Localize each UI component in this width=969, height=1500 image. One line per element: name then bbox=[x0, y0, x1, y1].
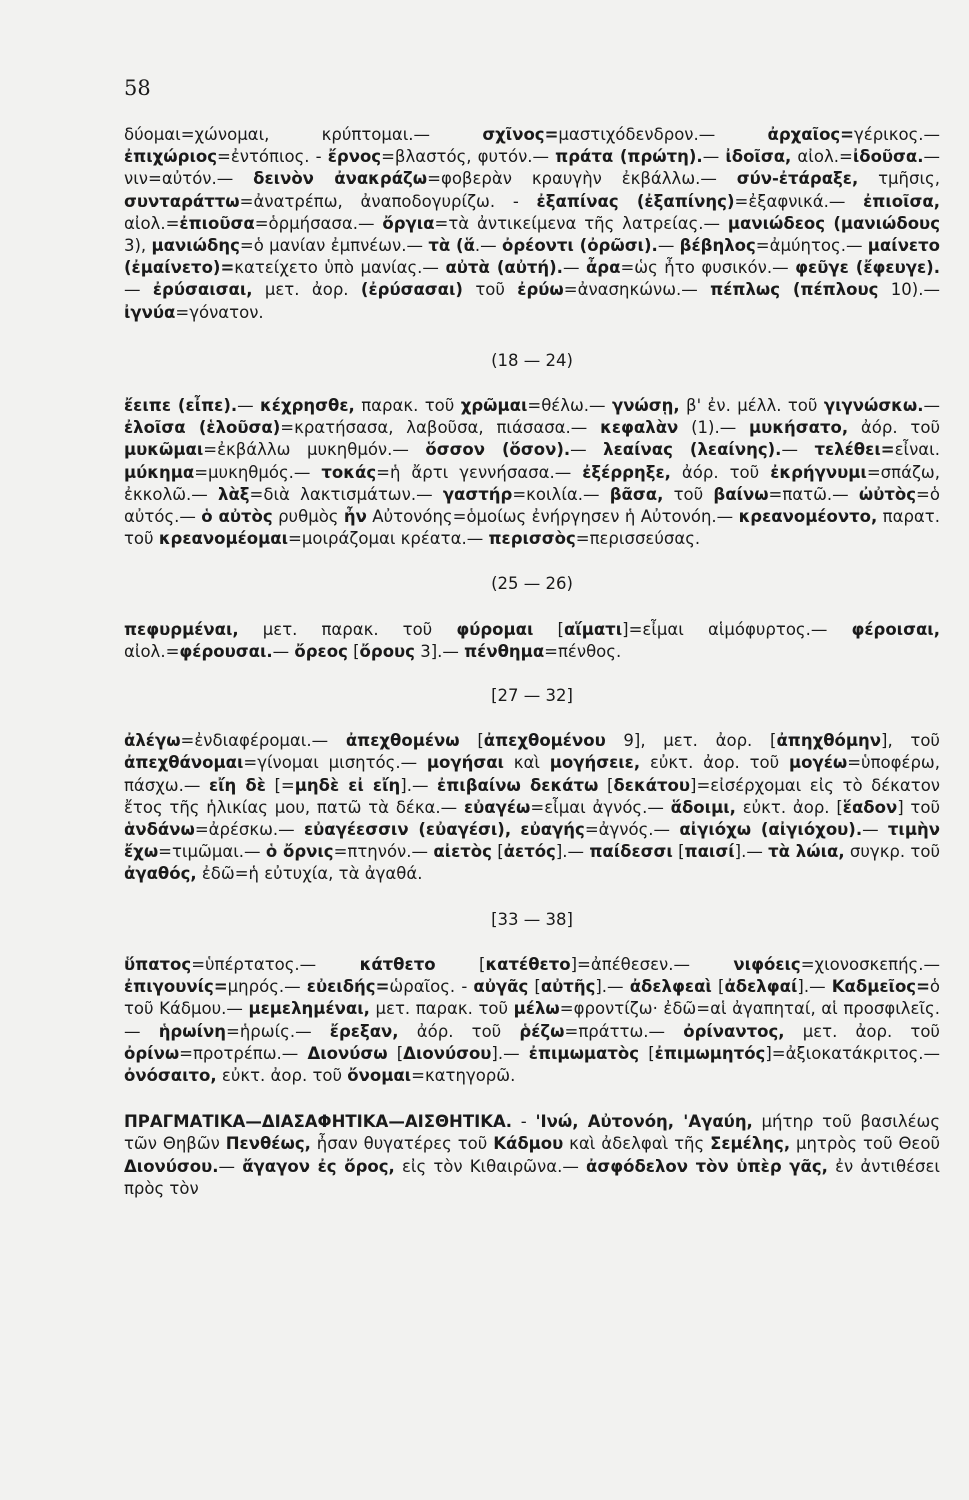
lemma-term: ἀσφόδελον τὸν ὑπὲρ γᾶς, bbox=[586, 1156, 828, 1176]
lemma-term: φεῦγε (ἔφευγε). bbox=[795, 258, 940, 278]
lemma-term: ἐπιμωμητός bbox=[654, 1043, 766, 1063]
lemma-term: νιφόεις bbox=[733, 954, 801, 974]
lemma-term: μεμελημέναι, bbox=[248, 999, 370, 1019]
gloss-text: Αὐτονόης=ὁμοίως ἐνήργησεν ἡ Αὐτονόη.— bbox=[366, 507, 739, 527]
lemma-term: ἐρύσαισαι, bbox=[152, 280, 253, 300]
lemma-term: εὐαγέεσσιν (εὐαγέσι), bbox=[303, 820, 512, 840]
gloss-text: =πατῶ.— bbox=[768, 484, 859, 504]
lemma-term: ἀπεχθάνομαι bbox=[124, 753, 244, 773]
gloss-text: =πράττω.— bbox=[564, 1021, 684, 1041]
gloss-text: - bbox=[512, 1112, 536, 1132]
lemma-term: παίδεσσι bbox=[589, 842, 673, 862]
gloss-text: =φοβερὰν κραυγὴν ἐκβάλλω.— bbox=[427, 169, 737, 189]
gloss-text: αἰολ.= bbox=[124, 641, 180, 661]
lemma-term: ἀγαθός, bbox=[124, 864, 197, 884]
lemma-term: γνώσῃ, bbox=[611, 396, 680, 416]
gloss-text: μαστιχόδενδρον.— bbox=[558, 125, 768, 144]
gloss-text: =ἐξαφνικά.— bbox=[734, 191, 864, 211]
gloss-text: =εἶμαι ἀγνός.— bbox=[530, 797, 671, 817]
lemma-term: μογέω bbox=[788, 753, 848, 773]
lemma-term: λεαίνας (λεαίνης). bbox=[603, 440, 782, 460]
gloss-text: τμῆσις, bbox=[858, 169, 940, 189]
lemma-term: Κάδμου bbox=[493, 1134, 564, 1154]
lemma-term: ἀδελφεαὶ bbox=[629, 977, 712, 997]
lemma-term: σύν-ἐτάραξε, bbox=[736, 169, 859, 189]
gloss-text: — bbox=[702, 147, 726, 167]
lemma-term: ἐλοῖσα (ἑλοῦσα) bbox=[124, 418, 281, 438]
lemma-term: ὠὐτὸς bbox=[858, 484, 917, 504]
lemma-term: βᾶσα, bbox=[609, 484, 664, 504]
gloss-text: — bbox=[272, 641, 295, 661]
lemma-term: Σεμέλης, bbox=[710, 1134, 791, 1154]
lemma-term: ὀρέοντι (ὀρῶσι). bbox=[501, 236, 658, 256]
lemma-term: γιγνώσκω. bbox=[823, 396, 924, 416]
lemma-term: κρεανομέομαι bbox=[158, 529, 289, 549]
gloss-text: =διὰ λακτισμάτων.— bbox=[249, 484, 443, 504]
gloss-text: ].— bbox=[797, 977, 832, 997]
lemma-term: αὐτὰ (αὐτή). bbox=[445, 258, 563, 278]
gloss-text: =γίνομαι μισητός.— bbox=[243, 753, 427, 773]
gloss-text: =περισσεύσας. bbox=[575, 529, 701, 549]
gloss-text: καὶ ἀδελφαὶ τῆς bbox=[563, 1134, 711, 1154]
lemma-term: ὕπατος bbox=[124, 954, 192, 974]
lemma-term: ἐπιοῦσα bbox=[179, 213, 255, 233]
lemma-term: ἅδοιμι, bbox=[670, 797, 736, 817]
gloss-text: εὐκτ. ἀορ. τοῦ bbox=[216, 1065, 348, 1085]
gloss-text: =χώνομαι, κρύπτομαι.— bbox=[180, 125, 483, 144]
lemma-term: ἦν bbox=[343, 507, 367, 527]
gloss-text: ἐν ἀντιθέσει πρὸς τὸν bbox=[124, 1156, 941, 1198]
gloss-text: =πτηνόν.— bbox=[333, 842, 434, 862]
lemma-term: ῥέζω bbox=[519, 1021, 565, 1041]
lemma-term: ἀδελφαί bbox=[724, 977, 798, 997]
lemma-term: Διονύσου bbox=[403, 1043, 492, 1063]
gloss-text: =ἡ ἄρτι γεννήσασα.— bbox=[376, 462, 583, 482]
paragraph-33-38 bbox=[124, 954, 940, 1087]
gloss-text: =ὁρμήσασα.— bbox=[254, 213, 383, 233]
lemma-term: ἐπιμωματὸς bbox=[528, 1043, 640, 1063]
lemma-term: ἐπιβαίνω δεκάτω bbox=[437, 775, 599, 795]
lemma-term: ἐξαπίνας (ἐξαπίνης) bbox=[536, 191, 735, 211]
gloss-text: 9], μετ. ἀορ. [ bbox=[605, 731, 777, 751]
gloss-text: =ἀρέσκω.— bbox=[194, 820, 304, 840]
gloss-text: =ὑποφέρω, πάσχω.— bbox=[124, 753, 940, 795]
gloss-text: ], τοῦ bbox=[881, 731, 940, 751]
gloss-text: ὡραῖος. - bbox=[389, 977, 474, 997]
gloss-text: — bbox=[781, 440, 815, 460]
lemma-term: αἵματι bbox=[563, 619, 623, 639]
lemma-term: ἡρωίνη bbox=[158, 1021, 227, 1041]
gloss-text: τοῦ bbox=[462, 280, 518, 300]
gloss-text: [ bbox=[639, 1043, 655, 1063]
gloss-text: .— bbox=[474, 236, 502, 256]
gloss-text: δύομαι bbox=[124, 125, 181, 144]
gloss-text: β' ἐν. μέλλ. τοῦ bbox=[679, 396, 824, 416]
lemma-term: ἰγνύα bbox=[124, 302, 176, 322]
lemma-term: ἀπηχθόμην bbox=[776, 731, 882, 751]
lemma-term: ἀπεχθομένου bbox=[483, 731, 606, 751]
gloss-text: ]=ἀξιοκατάκριτος.— bbox=[765, 1043, 940, 1063]
lemma-term: μηδὲ εἰ εἴη bbox=[294, 775, 401, 795]
lemma-term: Διονύσου. bbox=[124, 1156, 219, 1176]
lemma-term: βέβηλος bbox=[679, 236, 756, 256]
gloss-text: =προτρέπω.— bbox=[179, 1043, 308, 1063]
lemma-term: Καδμεῖος= bbox=[831, 977, 930, 997]
gloss-text: [ bbox=[347, 641, 360, 661]
paragraph-intro bbox=[124, 124, 940, 324]
lemma-term: χρῶμαι bbox=[460, 396, 528, 416]
lemma-term: αὐγᾶς bbox=[473, 977, 529, 997]
gloss-text: =σπάζω, ἐκκολῶ.— bbox=[124, 462, 940, 504]
lemma-term: ἀρχαῖος= bbox=[767, 125, 855, 144]
gloss-text: 3), bbox=[124, 236, 152, 256]
lemma-term: ἰδοῦσα. bbox=[852, 147, 924, 167]
lemma-term: δεκάτου bbox=[613, 775, 691, 795]
gloss-text: =χιονοσκεπής.— bbox=[800, 954, 940, 974]
gloss-text: ]=εἶμαι αἱμόφυρτος.— bbox=[622, 619, 852, 639]
lemma-term: κρεανομέοντο, bbox=[738, 507, 878, 527]
gloss-text: [ bbox=[533, 619, 564, 639]
lemma-term: αἰγιόχω (αἰγιόχου). bbox=[679, 820, 863, 840]
lemma-term: τὰ (ἅ bbox=[428, 236, 475, 256]
lemma-term: ὄνομαι bbox=[347, 1065, 412, 1085]
gloss-text: =ἐνδιαφέρομαι.— bbox=[180, 731, 346, 751]
gloss-text: =ὁ αὐτός.— bbox=[124, 484, 940, 527]
gloss-text: =ὑπέρτατος.— bbox=[191, 954, 360, 974]
lemma-term: περισσὸς bbox=[488, 529, 576, 549]
lemma-term: ἀπεχθομένω bbox=[345, 731, 460, 751]
gloss-text: ]=ἀπέθεσεν.— bbox=[570, 954, 734, 974]
gloss-text: ] τοῦ bbox=[897, 797, 940, 817]
paragraph-25-26 bbox=[124, 619, 940, 663]
gloss-text: ].— bbox=[734, 842, 769, 862]
lemma-term: βαίνω bbox=[713, 484, 769, 504]
lemma-term: κέχρησθε, bbox=[260, 396, 355, 416]
gloss-text: ]=εἰσέρχομαι εἰς τὸ δέκατον ἔτος τῆς ἡλικίας μου, πατῶ τὰ δέκα.— bbox=[124, 775, 941, 817]
lemma-term: μέλω bbox=[513, 999, 560, 1019]
lemma-term: μογήσειε, bbox=[549, 753, 641, 773]
gloss-text: 10).— bbox=[878, 280, 940, 300]
gloss-text: 3].— bbox=[414, 641, 465, 661]
lemma-term: μύκημα bbox=[124, 462, 195, 482]
gloss-text: [ bbox=[459, 731, 484, 751]
lemma-term: εὐαγέω bbox=[463, 797, 531, 817]
gloss-text: =ἀμύητος.— bbox=[755, 236, 868, 256]
gloss-text bbox=[511, 820, 520, 839]
gloss-text: [ bbox=[672, 842, 685, 862]
gloss-text: τοῦ bbox=[663, 484, 714, 504]
lemma-term: ὄργια bbox=[382, 213, 435, 233]
gloss-text: — bbox=[570, 440, 604, 460]
lemma-term: φύρομαι bbox=[456, 619, 534, 639]
gloss-text: ].— bbox=[400, 775, 438, 795]
lemma-term: πράτα (πρώτη). bbox=[555, 147, 703, 167]
paragraph-27-32 bbox=[124, 730, 940, 885]
lemma-term: φέροισαι, bbox=[851, 619, 940, 639]
gloss-text: =μυκηθμός.— bbox=[194, 462, 322, 482]
lemma-term: γαστήρ bbox=[442, 484, 513, 504]
lemma-term: ἰδοῖσα, bbox=[725, 147, 792, 167]
gloss-text: παρακ. τοῦ bbox=[354, 396, 461, 416]
lemma-term: ἔρνος bbox=[327, 147, 382, 167]
section-heading-18-24: (18 — 24) bbox=[491, 350, 573, 370]
glossary-body bbox=[124, 124, 940, 1200]
gloss-text: =κατηγορῶ. bbox=[411, 1065, 516, 1085]
gloss-text: =κοιλία.— bbox=[512, 484, 610, 504]
lemma-term: πέπλως (πέπλους bbox=[710, 280, 879, 300]
lemma-term: φέρουσαι. bbox=[179, 641, 273, 661]
gloss-text: εὐκτ. ἀορ. τοῦ bbox=[640, 753, 789, 773]
paragraph-18-24 bbox=[124, 395, 940, 550]
lemma-term: Διονύσω bbox=[307, 1043, 388, 1063]
gloss-text: εὐκτ. ἀορ. [ bbox=[735, 797, 843, 817]
gloss-text: =θέλω.— bbox=[527, 396, 612, 416]
lemma-term: εἴη δὲ bbox=[208, 775, 266, 795]
lemma-term: δεινὸν ἀνακράζω bbox=[253, 169, 428, 189]
gloss-text: ].— bbox=[555, 842, 590, 862]
lemma-term: 'Ινώ, Αὐτονόη, 'Αγαύη, bbox=[535, 1112, 753, 1132]
lemma-term: ἔρεξαν, bbox=[329, 1021, 399, 1041]
gloss-text: =μοιράζομαι κρέατα.— bbox=[288, 529, 489, 549]
gloss-text: γέρικος.— bbox=[854, 125, 941, 144]
gloss-text: ].— bbox=[595, 977, 630, 997]
lemma-term: μογήσαι bbox=[426, 753, 504, 773]
gloss-text: — bbox=[562, 258, 586, 278]
lemma-term: μανιώδεος (μανιώδους bbox=[727, 213, 940, 233]
lemma-term: ἄγαγον ἐς ὄρος, bbox=[242, 1156, 395, 1176]
gloss-text: [ bbox=[528, 977, 541, 997]
gloss-text: μηρός.— bbox=[227, 977, 307, 997]
lemma-term: ἀετός bbox=[503, 842, 556, 862]
lemma-term: ἔχω bbox=[124, 842, 159, 862]
gloss-text: εἰς τὸν Κιθαιρῶνα.— bbox=[394, 1156, 587, 1176]
lemma-term: αἰετὸς bbox=[433, 842, 492, 862]
gloss-text: — bbox=[657, 236, 680, 256]
gloss-text: =ἀνασηκώνω.— bbox=[563, 280, 711, 300]
section-heading-27-32: [27 — 32] bbox=[491, 686, 573, 706]
lemma-term: ὁ αὐτὸς bbox=[201, 507, 273, 527]
lemma-term: ὀρίναντος, bbox=[683, 1021, 785, 1041]
gloss-text: — bbox=[218, 1156, 243, 1176]
gloss-text: [ bbox=[387, 1043, 404, 1063]
section-heading-33-38: [33 — 38] bbox=[491, 909, 573, 929]
gloss-text: =ὁ μανίαν ἐμπνέων.— bbox=[239, 236, 429, 256]
gloss-text: ἀόρ. τοῦ bbox=[848, 418, 940, 438]
gloss-text: αἰολ.= bbox=[791, 147, 853, 167]
gloss-text: μετ. ἀορ. τοῦ bbox=[784, 1021, 940, 1041]
lemma-term: ἐξέρρηξε, bbox=[582, 462, 671, 482]
gloss-text: =ἡρωίς.— bbox=[226, 1021, 330, 1041]
lemma-term: ἁνδάνω bbox=[124, 820, 195, 840]
gloss-text: ἦσαν θυγατέρες τοῦ bbox=[310, 1134, 494, 1154]
gloss-text: =γόνατον. bbox=[175, 302, 264, 322]
gloss-text: — νιν=αὐτόν.— bbox=[124, 147, 941, 189]
gloss-text: =τὰ ἀντικείμενα τῆς λατρείας.— bbox=[434, 213, 728, 233]
lemma-term: ἐρύω bbox=[517, 280, 564, 300]
gloss-text: [ bbox=[598, 775, 614, 795]
lemma-term: ὁ ὄρνις bbox=[265, 842, 334, 862]
lemma-term: μανιώδης bbox=[151, 236, 240, 256]
gloss-text: ἐδῶ=ἡ εὐτυχία, τὰ ἀγαθά. bbox=[196, 864, 423, 884]
lemma-term: πεφυρμέναι, bbox=[124, 619, 239, 639]
lemma-term: τὰ λώια, bbox=[768, 842, 845, 862]
lemma-term: σχῖνος= bbox=[482, 125, 559, 144]
gloss-text: =ἐντόπιος. - bbox=[217, 147, 328, 167]
gloss-text: κατείχετο ὑπὸ μανίας.— bbox=[234, 258, 446, 278]
gloss-text: καὶ bbox=[503, 753, 550, 773]
lemma-term: συνταράττω bbox=[124, 191, 240, 211]
lemma-term: (ἐρύσασαι) bbox=[360, 280, 463, 300]
lemma-term: μυκῶμαι bbox=[124, 440, 204, 460]
gloss-text: =βλαστός, φυτόν.— bbox=[381, 147, 556, 167]
gloss-text: μήτηρ τοῦ βασιλέως τῶν Θηβῶν bbox=[124, 1112, 940, 1154]
lemma-term: τιμὴν bbox=[887, 820, 940, 840]
lemma-term: ὀρίνω bbox=[124, 1043, 180, 1063]
gloss-text: συγκρ. τοῦ bbox=[844, 842, 941, 862]
lemma-term: μυκήσατο, bbox=[749, 418, 849, 438]
gloss-text: μετ. ἀορ. bbox=[252, 280, 361, 300]
lemma-term: ὀνόσαιτο, bbox=[124, 1065, 217, 1085]
lemma-term: λὰξ bbox=[218, 484, 250, 504]
lemma-term: ἆρα bbox=[585, 258, 621, 278]
gloss-text: μετ. παρακ. τοῦ bbox=[238, 619, 457, 639]
lemma-term: ἔειπε (εἶπε). bbox=[124, 396, 238, 416]
lemma-term: ἕαδον bbox=[842, 797, 898, 817]
gloss-text: =ἐκβάλλω μυκηθμόν.— bbox=[203, 440, 426, 460]
gloss-text: ἀόρ. τοῦ bbox=[398, 1021, 520, 1041]
gloss-text: [ bbox=[711, 977, 725, 997]
lemma-term: μαίνετο (ἐμαίνετο)= bbox=[124, 236, 940, 278]
lemma-term: ὄρεος bbox=[294, 641, 348, 661]
lemma-term: εὐειδής= bbox=[306, 977, 390, 997]
gloss-text: [ bbox=[491, 842, 504, 862]
gloss-text: (1).— bbox=[678, 418, 750, 438]
gloss-text: ἀόρ. τοῦ bbox=[670, 462, 771, 482]
lemma-term: ἀλέγω bbox=[124, 731, 181, 751]
gloss-text: παρατ. τοῦ bbox=[124, 507, 940, 549]
gloss-text: — bbox=[862, 820, 888, 840]
gloss-text: μετ. παρακ. τοῦ bbox=[369, 999, 514, 1019]
lemma-term: εὐαγής bbox=[520, 820, 585, 840]
section-heading-25-26: (25 — 26) bbox=[491, 574, 573, 594]
lemma-term: τοκάς bbox=[321, 462, 377, 482]
lemma-term: ἐπιγουνίς= bbox=[124, 977, 228, 997]
gloss-text: — bbox=[124, 280, 153, 300]
gloss-text: =κρατήσασα, λαβοῦσα, πιάσασα.— bbox=[280, 418, 601, 438]
lemma-term: ὅσσον (ὅσον). bbox=[425, 440, 571, 460]
gloss-text: =ὡς ἦτο φυσικόν.— bbox=[620, 258, 796, 278]
lemma-term: ὄρους bbox=[359, 641, 415, 661]
lemma-term: ΠΡΑΓΜΑΤΙΚΑ—ΔΙΑΣΑΦΗΤΙΚΑ—ΑΙΣΘΗΤΙΚΑ. bbox=[124, 1112, 513, 1132]
gloss-text: [= bbox=[265, 775, 295, 795]
gloss-text: [ bbox=[435, 954, 486, 974]
gloss-text: ρυθμὸς bbox=[272, 507, 344, 527]
lemma-term: παισί bbox=[684, 842, 735, 862]
gloss-text: — bbox=[923, 396, 940, 416]
lemma-term: Πενθέως, bbox=[225, 1134, 311, 1154]
lemma-term: ἐπιχώριος bbox=[124, 147, 218, 167]
gloss-text: εἶναι. bbox=[894, 440, 941, 460]
gloss-text: =φροντίζω· ἐδῶ=αἱ ἀγαπηταί, αἱ προσφιλεῖς.— bbox=[124, 999, 940, 1041]
gloss-text: =ἀγνός.— bbox=[584, 820, 680, 840]
gloss-text: =τιμῶμαι.— bbox=[158, 842, 266, 862]
gloss-text: ].— bbox=[491, 1043, 529, 1063]
page-number: 58 bbox=[124, 76, 151, 100]
gloss-text: =πένθος. bbox=[544, 641, 622, 661]
gloss-text: ὁ τοῦ Κάδμου.— bbox=[124, 977, 941, 1019]
lemma-term: αὐτῆς bbox=[540, 977, 596, 997]
lemma-term: κάτθετο bbox=[359, 954, 436, 974]
gloss-text: =ἀνατρέπω, ἀναποδογυρίζω. - bbox=[239, 191, 537, 211]
lemma-term: τελέθει= bbox=[814, 440, 895, 460]
paragraph-pragmatika bbox=[124, 1111, 940, 1200]
lemma-term: ἐκρήγνυμι bbox=[770, 462, 867, 482]
lemma-term: κατέθετο bbox=[485, 954, 571, 974]
lemma-term: πένθημα bbox=[464, 641, 545, 661]
gloss-text: μητρὸς τοῦ Θεοῦ bbox=[790, 1134, 940, 1154]
gloss-text: — bbox=[237, 396, 261, 416]
gloss-text: αἰολ.= bbox=[124, 213, 180, 233]
lemma-term: ἐπιοῖσα, bbox=[863, 191, 940, 211]
lemma-term: κεφαλὰν bbox=[600, 418, 679, 438]
